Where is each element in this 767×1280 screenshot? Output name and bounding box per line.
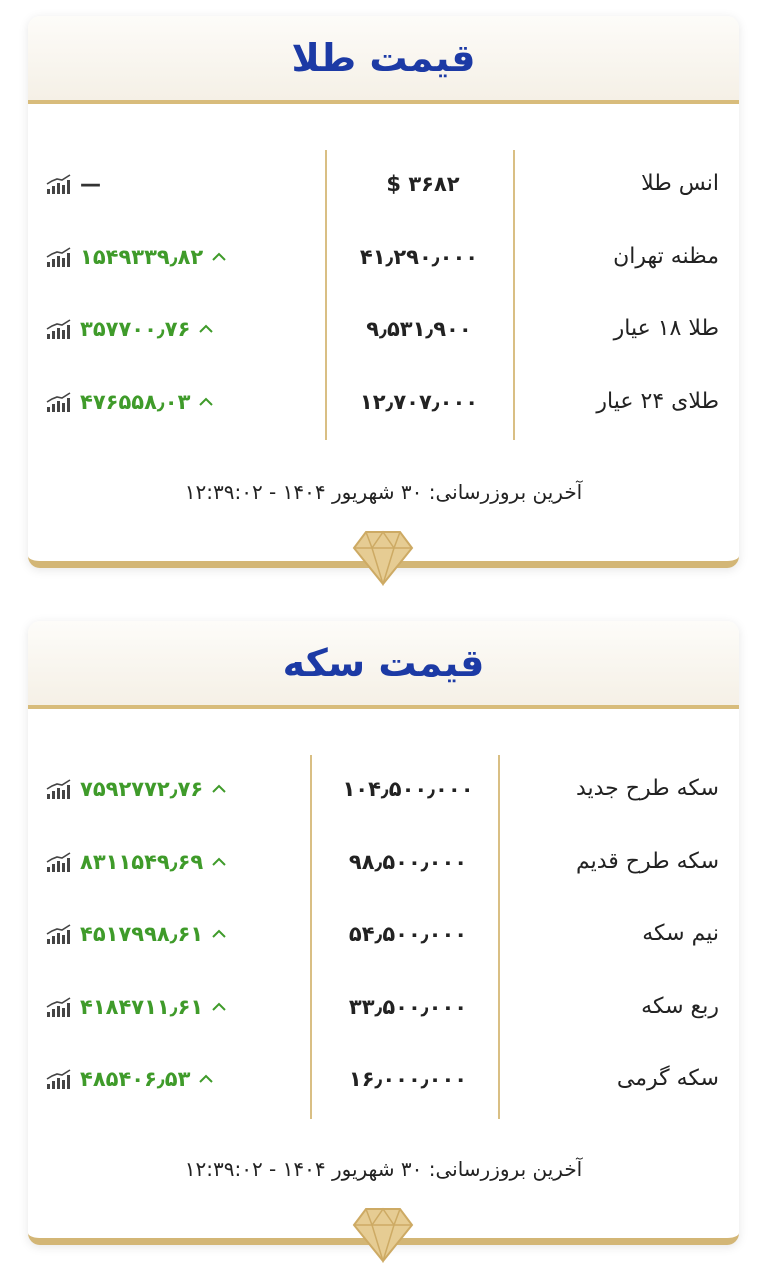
coin-row-gram[interactable] [28,1059,739,1099]
change-value: ۴۱۸۴۷۱۱٫۶۱ [80,995,204,1019]
chart-icon[interactable] [46,246,72,268]
coin-price-card [28,621,739,1245]
up-arrow-icon [198,324,214,334]
row-price: ۱۰۴٫۵۰۰٫۰۰۰ [342,777,474,801]
diamond-icon [352,530,414,586]
chart-icon[interactable] [46,778,72,800]
up-arrow-icon [198,397,214,407]
row-price: $ ۳۶۸۲ [386,172,460,196]
row-label: ربع سکه [641,994,719,1019]
row-label: سکه طرح جدید [575,776,719,801]
gold-price-card [28,16,739,568]
row-label: سکه طرح قدیم [575,849,719,874]
row-change [46,382,214,422]
coin-card-header [28,621,739,709]
change-value: ۷۵۹۲۷۷۲٫۷۶ [80,777,204,801]
chart-icon[interactable] [46,318,72,340]
row-change [46,309,214,349]
gold-row-24k[interactable] [28,382,739,422]
change-value: — [80,172,101,196]
gold-row-tehran-mozaneh[interactable] [28,237,739,277]
row-change [46,842,227,882]
change-value: ۴۸۵۴۰۶٫۵۳ [80,1067,191,1091]
row-price: ۳۳٫۵۰۰٫۰۰۰ [348,995,468,1019]
row-label: طلا ۱۸ عیار [613,316,719,341]
row-change [46,164,101,204]
gold-card-title: قیمت طلا [291,36,476,80]
coin-row-new-design[interactable] [28,769,739,809]
coin-price-table [28,709,739,1129]
diamond-icon [352,1207,414,1263]
chart-icon[interactable] [46,996,72,1018]
up-arrow-icon [198,1074,214,1084]
coin-row-old-design[interactable] [28,842,739,882]
up-arrow-icon [211,1002,227,1012]
gold-row-18k[interactable] [28,309,739,349]
row-label: انس طلا [641,171,719,196]
row-change [46,769,227,809]
row-price: ۵۴٫۵۰۰٫۰۰۰ [348,922,468,946]
row-price: ۱۲٫۷۰۷٫۰۰۰ [359,390,479,414]
gold-row-ounce[interactable] [28,164,739,204]
row-change [46,237,227,277]
last-updated: آخرین بروزرسانی: ۳۰ شهریور ۱۴۰۴ - ۱۲:۳۹:۰۲ [184,1157,583,1181]
row-label: طلای ۲۴ عیار [596,389,719,414]
row-change [46,987,227,1027]
gold-card-header [28,16,739,104]
chart-icon[interactable] [46,923,72,945]
change-value: ۴۵۱۷۹۹۸٫۶۱ [80,922,204,946]
chart-icon[interactable] [46,173,72,195]
up-arrow-icon [211,929,227,939]
change-value: ۸۳۱۱۵۴۹٫۶۹ [80,850,204,874]
up-arrow-icon [211,252,227,262]
row-label: مظنه تهران [613,244,719,269]
change-value: ۴۷۶۵۵۸٫۰۳ [80,390,191,414]
chart-icon[interactable] [46,391,72,413]
coin-row-quarter[interactable] [28,987,739,1027]
row-change [46,914,227,954]
last-updated: آخرین بروزرسانی: ۳۰ شهریور ۱۴۰۴ - ۱۲:۳۹:۰۲ [184,480,583,504]
chart-icon[interactable] [46,851,72,873]
row-change [46,1059,214,1099]
gold-price-table [28,104,739,444]
row-price: ۱۶٫۰۰۰٫۰۰۰ [348,1067,468,1091]
row-label: نیم سکه [642,921,719,946]
up-arrow-icon [211,784,227,794]
coin-card-title: قیمت سکه [282,641,485,685]
change-value: ۱۵۴۹۳۳۹٫۸۲ [80,245,204,269]
row-label: سکه گرمی [616,1066,719,1091]
chart-icon[interactable] [46,1068,72,1090]
up-arrow-icon [211,857,227,867]
row-price: ۹۸٫۵۰۰٫۰۰۰ [348,850,468,874]
row-price: ۹٫۵۳۱٫۹۰۰ [366,317,472,341]
row-price: ۴۱٫۲۹۰٫۰۰۰ [359,245,479,269]
coin-row-half[interactable] [28,914,739,954]
change-value: ۳۵۷۷۰۰٫۷۶ [80,317,191,341]
